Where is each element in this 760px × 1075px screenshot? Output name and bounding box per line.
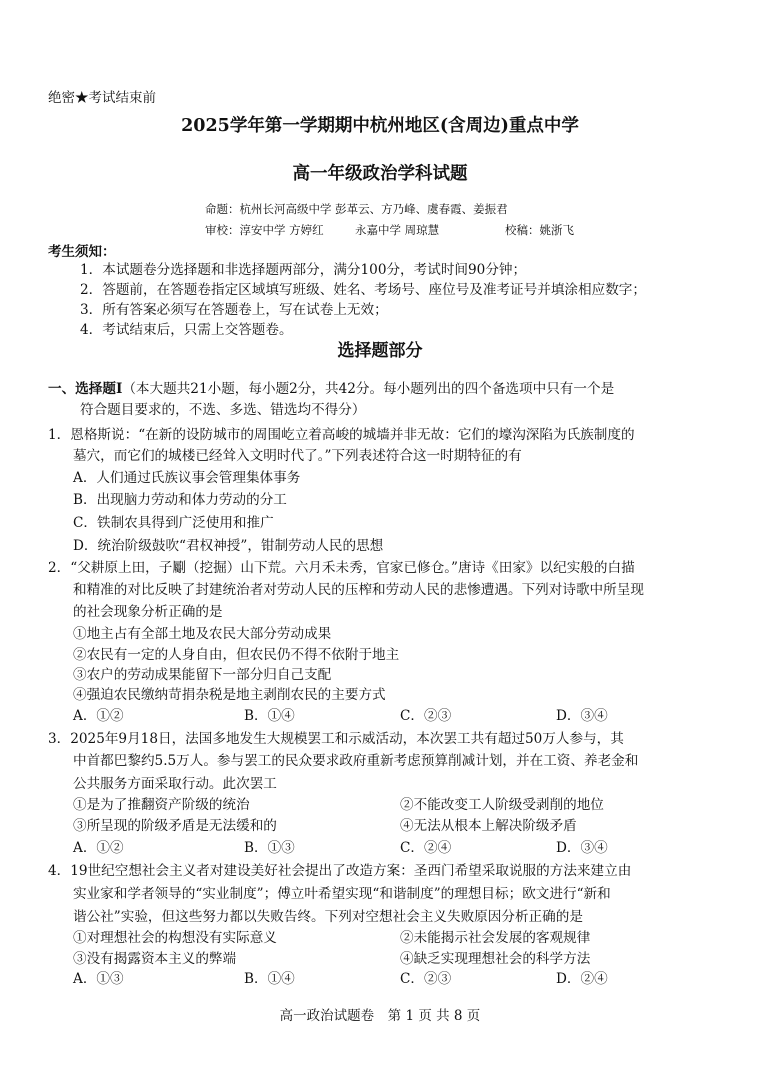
- question-1-option-d: D．统治阶级鼓吹“君权神授”，钳制劳动人民的思想: [73, 538, 384, 554]
- question-3-choice-b: B．①③: [244, 840, 295, 856]
- reviewer-2: 永嘉中学 周琼慧: [355, 223, 440, 237]
- question-2-stem: 2．“父耕原上田，子劚（挖掘）山下荒。六月禾未秀，官家已修仓。”唐诗《田家》以纪实般的白描: [48, 560, 635, 576]
- question-3-item-3: ③所呈现的阶级矛盾是无法缓和的: [73, 818, 277, 834]
- part-description-cont: 符合题目要求的，不选、多选、错选均不得分）: [80, 402, 366, 418]
- question-2-choice-b: B．①④: [244, 708, 295, 724]
- section-title: 选择题部分: [337, 341, 423, 361]
- question-4-item-1: ①对理想社会的构想没有实际意义: [73, 930, 277, 946]
- reviewer-1: 审校：淳安中学 方婷红: [205, 223, 324, 237]
- part-label: 一、选择题Ⅰ: [48, 381, 123, 397]
- part-description: （本大题共21小题，每小题2分，共42分。每小题列出的四个备选项中只有一个是: [122, 381, 615, 397]
- question-4-choice-b: B．①④: [244, 971, 295, 987]
- exam-title: 2025学年第一学期期中杭州地区(含周边)重点中学: [181, 116, 579, 136]
- question-1-option-b: B．出现脑力劳动和体力劳动的分工: [73, 492, 287, 508]
- setters-line: 命题：杭州长河高级中学 彭革云、方乃峰、虞春霞、姜振君: [205, 202, 508, 216]
- question-1-stem: 1．恩格斯说：“在新的设防城市的周围屹立着高峻的城墙并非无故：它们的壕沟深陷为氏族制度的: [48, 427, 635, 443]
- question-4-choice-a: A．①③: [73, 971, 124, 987]
- question-2-item-3: ③农户的劳动成果能留下一部分归自己支配: [73, 667, 332, 683]
- question-3-choice-c: C．②④: [400, 840, 452, 856]
- question-2-item-4: ④强迫农民缴纳苛捐杂税是地主剥削农民的主要方式: [73, 687, 386, 703]
- question-2-stem-cont: 的社会现象分析正确的是: [73, 604, 223, 620]
- question-4-stem-cont: 实业家和学者领导的“实业制度”；傅立叶希望实现“和谐制度”的理想目标；欧文进行“新和: [73, 886, 611, 902]
- question-2-choice-d: D．③④: [556, 708, 608, 724]
- question-2-item-2: ②农民有一定的人身自由，但农民仍不得不依附于地主: [73, 647, 400, 663]
- confidential-label: 绝密★考试结束前: [48, 90, 156, 106]
- question-4-item-2: ②未能揭示社会发展的客观规律: [400, 930, 591, 946]
- question-2-stem-cont: 和精准的对比反映了封建统治者对劳动人民的压榨和劳动人民的悲惨遭遇。下列对诗歌中所呈现: [73, 582, 644, 598]
- question-2-item-1: ①地主占有全部土地及农民大部分劳动成果: [73, 626, 332, 642]
- notice-item: 1．本试题卷分选择题和非选择题两部分，满分100分，考试时间90分钟；: [80, 262, 527, 278]
- question-2-choice-c: C．②③: [400, 708, 452, 724]
- question-1-stem-cont: 墓穴，而它们的城楼已经耸入文明时代了。”下列表述符合这一时期特征的有: [73, 448, 522, 464]
- question-4-item-4: ④缺乏实现理想社会的科学方法: [400, 951, 591, 967]
- question-3-stem-cont: 公共服务方面采取行动。此次罢工: [73, 776, 277, 792]
- question-3-item-2: ②不能改变工人阶级受剥削的地位: [400, 797, 604, 813]
- notice-heading: 考生须知：: [48, 244, 116, 260]
- notice-item: 4．考试结束后，只需上交答题卷。: [80, 322, 293, 338]
- question-3-stem: 3．2025年9月18日，法国多地发生大规模罢工和示威活动，本次罢工共有超过50万人参与，其: [48, 731, 624, 747]
- question-1-option-c: C．铁制农具得到广泛使用和推广: [73, 515, 274, 531]
- question-3-stem-cont: 中首都巴黎约5.5万人。参与罢工的民众要求政府重新考虑预算削减计划，并在工资、养老金和: [73, 753, 639, 769]
- question-3-item-1: ①是为了推翻资产阶级的统治: [73, 797, 250, 813]
- page-footer: 高一政治试题卷 第 1 页 共 8 页: [279, 1008, 481, 1024]
- proofreader: 校稿：姚浙飞: [505, 223, 574, 237]
- question-2-choice-a: A．①②: [73, 708, 124, 724]
- notice-item: 2．答题前，在答题卷指定区域填写班级、姓名、考场号、座位号及准考证号并填涂相应数字；: [80, 282, 646, 298]
- question-4-choice-c: C．②③: [400, 971, 452, 987]
- question-3-item-4: ④无法从根本上解决阶级矛盾: [400, 818, 577, 834]
- question-3-choice-d: D．③④: [556, 840, 608, 856]
- question-4-item-3: ③没有揭露资本主义的弊端: [73, 951, 237, 967]
- question-4-stem: 4．19世纪空想社会主义者对建设美好社会提出了改造方案：圣西门希望采取说服的方法来建立由: [48, 863, 632, 879]
- question-3-choice-a: A．①②: [73, 840, 124, 856]
- question-1-option-a: A．人们通过氏族议事会管理集体事务: [73, 470, 301, 486]
- question-4-choice-d: D．②④: [556, 971, 608, 987]
- question-4-stem-cont: 谐公社”实验，但这些努力都以失败告终。下列对空想社会主义失败原因分析正确的是: [73, 909, 583, 925]
- notice-item: 3．所有答案必须写在答题卷上，写在试卷上无效；: [80, 302, 388, 318]
- part-heading: [48, 380, 614, 398]
- exam-subtitle: 高一年级政治学科试题: [292, 164, 468, 184]
